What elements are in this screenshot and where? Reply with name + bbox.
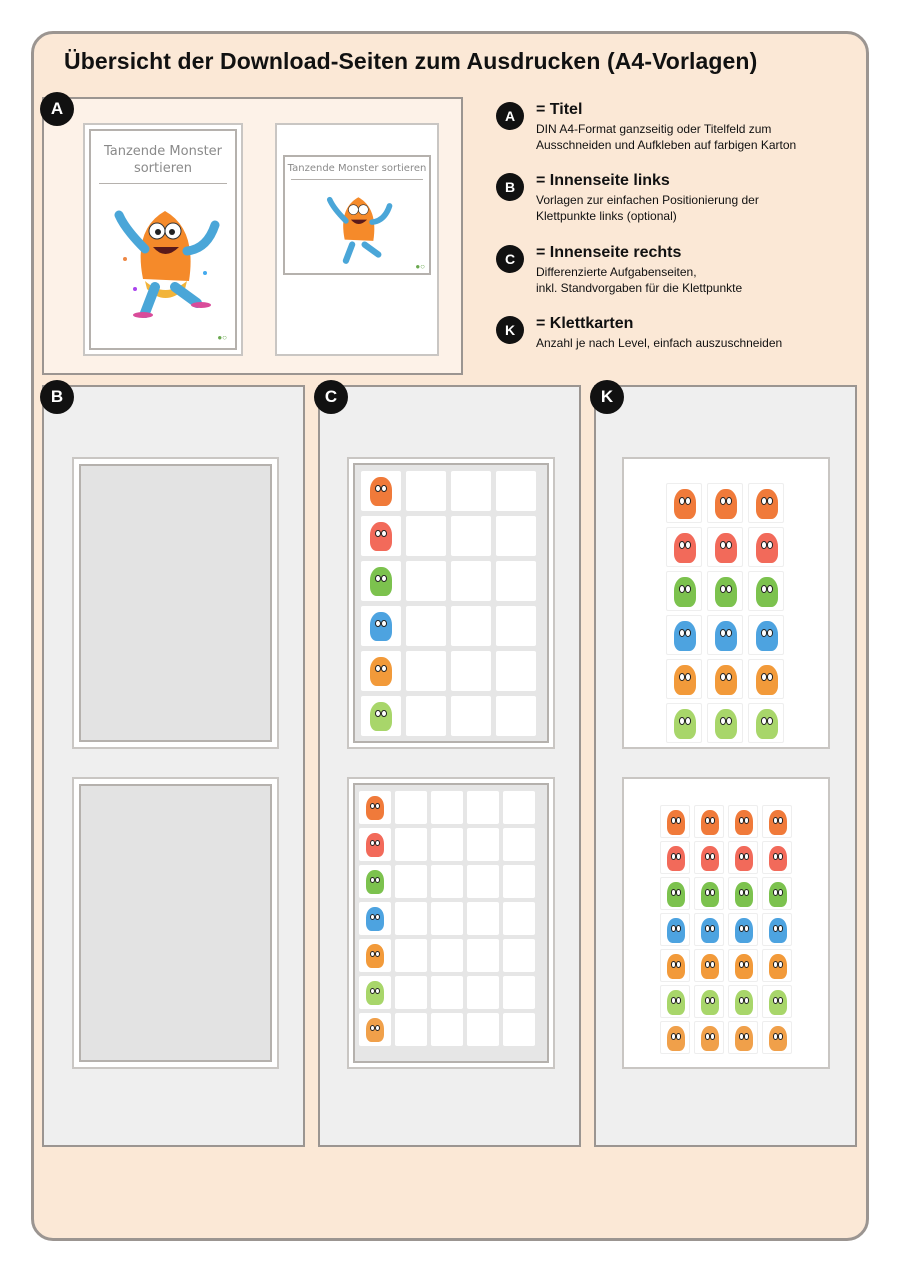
empty-velcro-cell xyxy=(406,516,446,556)
monster-image-cell xyxy=(361,606,401,646)
empty-velcro-cell xyxy=(503,791,535,824)
velcro-card xyxy=(707,483,743,523)
monster-icon xyxy=(667,918,685,943)
monster-image-cell xyxy=(359,865,391,898)
monster-image-cell xyxy=(359,976,391,1009)
empty-velcro-cell xyxy=(496,696,536,736)
velcro-card xyxy=(707,615,743,655)
cover-page-full xyxy=(83,123,243,356)
monster-icon xyxy=(735,1026,753,1051)
monster-icon xyxy=(735,918,753,943)
velcro-card xyxy=(748,659,784,699)
velcro-card xyxy=(660,949,690,982)
section-b-badge: B xyxy=(40,380,74,414)
velcro-card xyxy=(707,571,743,611)
monster-image-cell xyxy=(361,696,401,736)
velcro-card xyxy=(762,913,792,946)
monster-icon xyxy=(769,918,787,943)
velcro-card xyxy=(748,571,784,611)
velcro-card xyxy=(762,985,792,1018)
monster-icon xyxy=(715,665,737,695)
velcro-card xyxy=(694,949,724,982)
title-field: Tanzende Monster sortieren ●○ xyxy=(283,155,431,275)
monster-icon xyxy=(667,1026,685,1051)
monster-icon xyxy=(366,796,384,820)
empty-velcro-cell xyxy=(395,791,427,824)
section-c-badge: C xyxy=(314,380,348,414)
velcro-card xyxy=(666,483,702,523)
monster-icon xyxy=(715,489,737,519)
empty-velcro-cell xyxy=(467,828,499,861)
legend-badge: K xyxy=(496,316,524,344)
empty-velcro-cell xyxy=(395,939,427,972)
empty-velcro-cell xyxy=(467,1013,499,1046)
velcro-card xyxy=(660,913,690,946)
monster-icon xyxy=(701,954,719,979)
velcro-card xyxy=(762,841,792,874)
velcro-card xyxy=(666,659,702,699)
legend-description: Klettpunkte links (optional) xyxy=(536,209,677,223)
section-a-box xyxy=(42,97,463,375)
monster-icon xyxy=(715,621,737,651)
monster-icon xyxy=(366,944,384,968)
monster-icon xyxy=(735,846,753,871)
monster-icon xyxy=(701,990,719,1015)
velcro-card xyxy=(660,841,690,874)
monster-icon xyxy=(701,918,719,943)
monster-icon xyxy=(701,810,719,835)
velcro-card xyxy=(666,571,702,611)
legend-badge: B xyxy=(496,173,524,201)
velcro-card xyxy=(660,1021,690,1054)
velcro-card xyxy=(666,615,702,655)
legend-description: Differenzierte Aufgabenseiten, xyxy=(536,265,697,279)
section-b-column xyxy=(42,385,305,1147)
velcro-card xyxy=(707,527,743,567)
monster-image-cell xyxy=(361,561,401,601)
velcro-card xyxy=(728,841,758,874)
empty-velcro-cell xyxy=(451,696,491,736)
dancing-monster-small-illustration xyxy=(321,181,397,267)
legend-heading: = Titel xyxy=(536,101,583,118)
velcro-card xyxy=(762,877,792,910)
monster-icon xyxy=(756,665,778,695)
velcro-card xyxy=(728,805,758,838)
legend-description: DIN A4-Format ganzseitig oder Titelfeld zum xyxy=(536,122,772,136)
empty-velcro-cell xyxy=(496,561,536,601)
section-a-badge: A xyxy=(40,92,74,126)
velcro-card xyxy=(660,985,690,1018)
legend-heading: = Innenseite links xyxy=(536,172,670,189)
empty-velcro-cell xyxy=(431,902,463,935)
empty-velcro-cell xyxy=(395,976,427,1009)
velcro-card xyxy=(694,985,724,1018)
empty-velcro-cell xyxy=(467,791,499,824)
velcro-card xyxy=(694,877,724,910)
velcro-card xyxy=(666,527,702,567)
monster-icon xyxy=(370,702,392,731)
monster-icon xyxy=(667,954,685,979)
monster-icon xyxy=(735,810,753,835)
empty-velcro-cell xyxy=(496,606,536,646)
section-k-badge: K xyxy=(590,380,624,414)
velcro-card xyxy=(748,527,784,567)
legend-heading: = Klettkarten xyxy=(536,315,634,332)
velcro-card xyxy=(660,805,690,838)
velcro-card xyxy=(728,949,758,982)
monster-icon xyxy=(769,954,787,979)
empty-velcro-cell xyxy=(431,1013,463,1046)
velcro-card xyxy=(694,805,724,838)
monster-icon xyxy=(370,567,392,596)
velcro-card xyxy=(694,1021,724,1054)
monster-image-cell xyxy=(361,516,401,556)
monster-icon xyxy=(756,621,778,651)
legend-description: Vorlagen zur einfachen Positionierung der xyxy=(536,193,759,207)
monster-icon xyxy=(715,533,737,563)
velcro-card xyxy=(748,615,784,655)
logo-icon: ●○ xyxy=(415,262,425,271)
empty-velcro-cell xyxy=(503,865,535,898)
velcro-cards-sheet-1 xyxy=(622,457,830,749)
empty-velcro-cell xyxy=(496,516,536,556)
velcro-card xyxy=(666,703,702,743)
velcro-card xyxy=(762,1021,792,1054)
empty-velcro-cell xyxy=(395,865,427,898)
empty-velcro-cell xyxy=(406,696,446,736)
empty-velcro-cell xyxy=(406,651,446,691)
empty-velcro-cell xyxy=(503,939,535,972)
monster-image-cell xyxy=(361,471,401,511)
velcro-card xyxy=(728,1021,758,1054)
empty-velcro-cell xyxy=(431,976,463,1009)
left-inner-page-template xyxy=(72,777,279,1069)
monster-icon xyxy=(370,657,392,686)
monster-icon xyxy=(735,882,753,907)
monster-icon xyxy=(701,882,719,907)
monster-icon xyxy=(370,612,392,641)
empty-velcro-cell xyxy=(395,828,427,861)
empty-velcro-cell xyxy=(395,902,427,935)
monster-icon xyxy=(366,870,384,894)
monster-icon xyxy=(715,577,737,607)
empty-velcro-cell xyxy=(503,976,535,1009)
task-page-level-1 xyxy=(347,457,555,749)
monster-icon xyxy=(769,810,787,835)
monster-icon xyxy=(667,810,685,835)
monster-icon xyxy=(701,846,719,871)
empty-velcro-cell xyxy=(406,606,446,646)
empty-velcro-cell xyxy=(431,865,463,898)
legend-badge: A xyxy=(496,102,524,130)
monster-icon xyxy=(370,477,392,506)
section-k-column xyxy=(594,385,857,1147)
monster-icon xyxy=(370,522,392,551)
legend-heading: = Innenseite rechts xyxy=(536,244,682,261)
empty-velcro-cell xyxy=(467,902,499,935)
page-title: Übersicht der Download-Seiten zum Ausdrucken (A4-Vorlagen) xyxy=(64,48,758,74)
empty-velcro-cell xyxy=(503,902,535,935)
empty-velcro-cell xyxy=(431,828,463,861)
velcro-card xyxy=(748,483,784,523)
monster-icon xyxy=(715,709,737,739)
monster-icon xyxy=(674,665,696,695)
empty-velcro-cell xyxy=(451,651,491,691)
cover-title: Tanzende Monster sortieren xyxy=(103,144,223,176)
monster-image-cell xyxy=(361,651,401,691)
legend-badge: C xyxy=(496,245,524,273)
velcro-card xyxy=(728,877,758,910)
empty-velcro-cell xyxy=(451,561,491,601)
empty-velcro-cell xyxy=(503,1013,535,1046)
monster-icon xyxy=(769,846,787,871)
monster-icon xyxy=(667,990,685,1015)
monster-icon xyxy=(756,577,778,607)
empty-velcro-cell xyxy=(451,606,491,646)
monster-icon xyxy=(366,1018,384,1042)
velcro-card xyxy=(728,985,758,1018)
legend-description: Ausschneiden und Aufkleben auf farbigen Karton xyxy=(536,138,797,152)
monster-image-cell xyxy=(359,828,391,861)
monster-icon xyxy=(674,533,696,563)
velcro-card xyxy=(694,913,724,946)
monster-icon xyxy=(701,1026,719,1051)
monster-icon xyxy=(674,709,696,739)
monster-icon xyxy=(674,621,696,651)
velcro-card xyxy=(707,659,743,699)
empty-velcro-cell xyxy=(496,651,536,691)
velcro-card xyxy=(762,949,792,982)
empty-velcro-cell xyxy=(395,1013,427,1046)
cover-page-small xyxy=(275,123,439,356)
monster-icon xyxy=(674,489,696,519)
legend-description: inkl. Standvorgaben für die Klettpunkte xyxy=(536,281,743,295)
empty-velcro-cell xyxy=(406,471,446,511)
monster-icon xyxy=(667,846,685,871)
empty-velcro-cell xyxy=(467,865,499,898)
empty-velcro-cell xyxy=(467,976,499,1009)
empty-velcro-cell xyxy=(451,471,491,511)
monster-image-cell xyxy=(359,1013,391,1046)
empty-velcro-cell xyxy=(431,791,463,824)
monster-icon xyxy=(366,833,384,857)
monster-icon xyxy=(756,533,778,563)
velcro-card xyxy=(694,841,724,874)
section-c-column xyxy=(318,385,581,1147)
monster-image-cell xyxy=(359,791,391,824)
legend-description: Anzahl je nach Level, einfach auszuschneiden xyxy=(536,336,783,350)
velcro-card xyxy=(707,703,743,743)
monster-icon xyxy=(769,882,787,907)
monster-icon xyxy=(756,489,778,519)
monster-icon xyxy=(735,990,753,1015)
monster-icon xyxy=(366,907,384,931)
velcro-card xyxy=(762,805,792,838)
empty-velcro-cell xyxy=(467,939,499,972)
logo-icon: ●○ xyxy=(217,333,227,342)
task-page-level-2 xyxy=(347,777,555,1069)
monster-icon xyxy=(756,709,778,739)
velcro-cards-sheet-2 xyxy=(622,777,830,1069)
monster-image-cell xyxy=(359,939,391,972)
monster-icon xyxy=(735,954,753,979)
empty-velcro-cell xyxy=(406,561,446,601)
velcro-card xyxy=(748,703,784,743)
dancing-monster-illustration xyxy=(105,189,227,319)
velcro-card xyxy=(728,913,758,946)
monster-icon xyxy=(366,981,384,1005)
empty-velcro-cell xyxy=(431,939,463,972)
left-inner-page-template xyxy=(72,457,279,749)
empty-velcro-cell xyxy=(451,516,491,556)
velcro-card xyxy=(660,877,690,910)
empty-velcro-cell xyxy=(496,471,536,511)
monster-icon xyxy=(674,577,696,607)
monster-icon xyxy=(667,882,685,907)
monster-icon xyxy=(769,990,787,1015)
monster-image-cell xyxy=(359,902,391,935)
empty-velcro-cell xyxy=(503,828,535,861)
monster-icon xyxy=(769,1026,787,1051)
